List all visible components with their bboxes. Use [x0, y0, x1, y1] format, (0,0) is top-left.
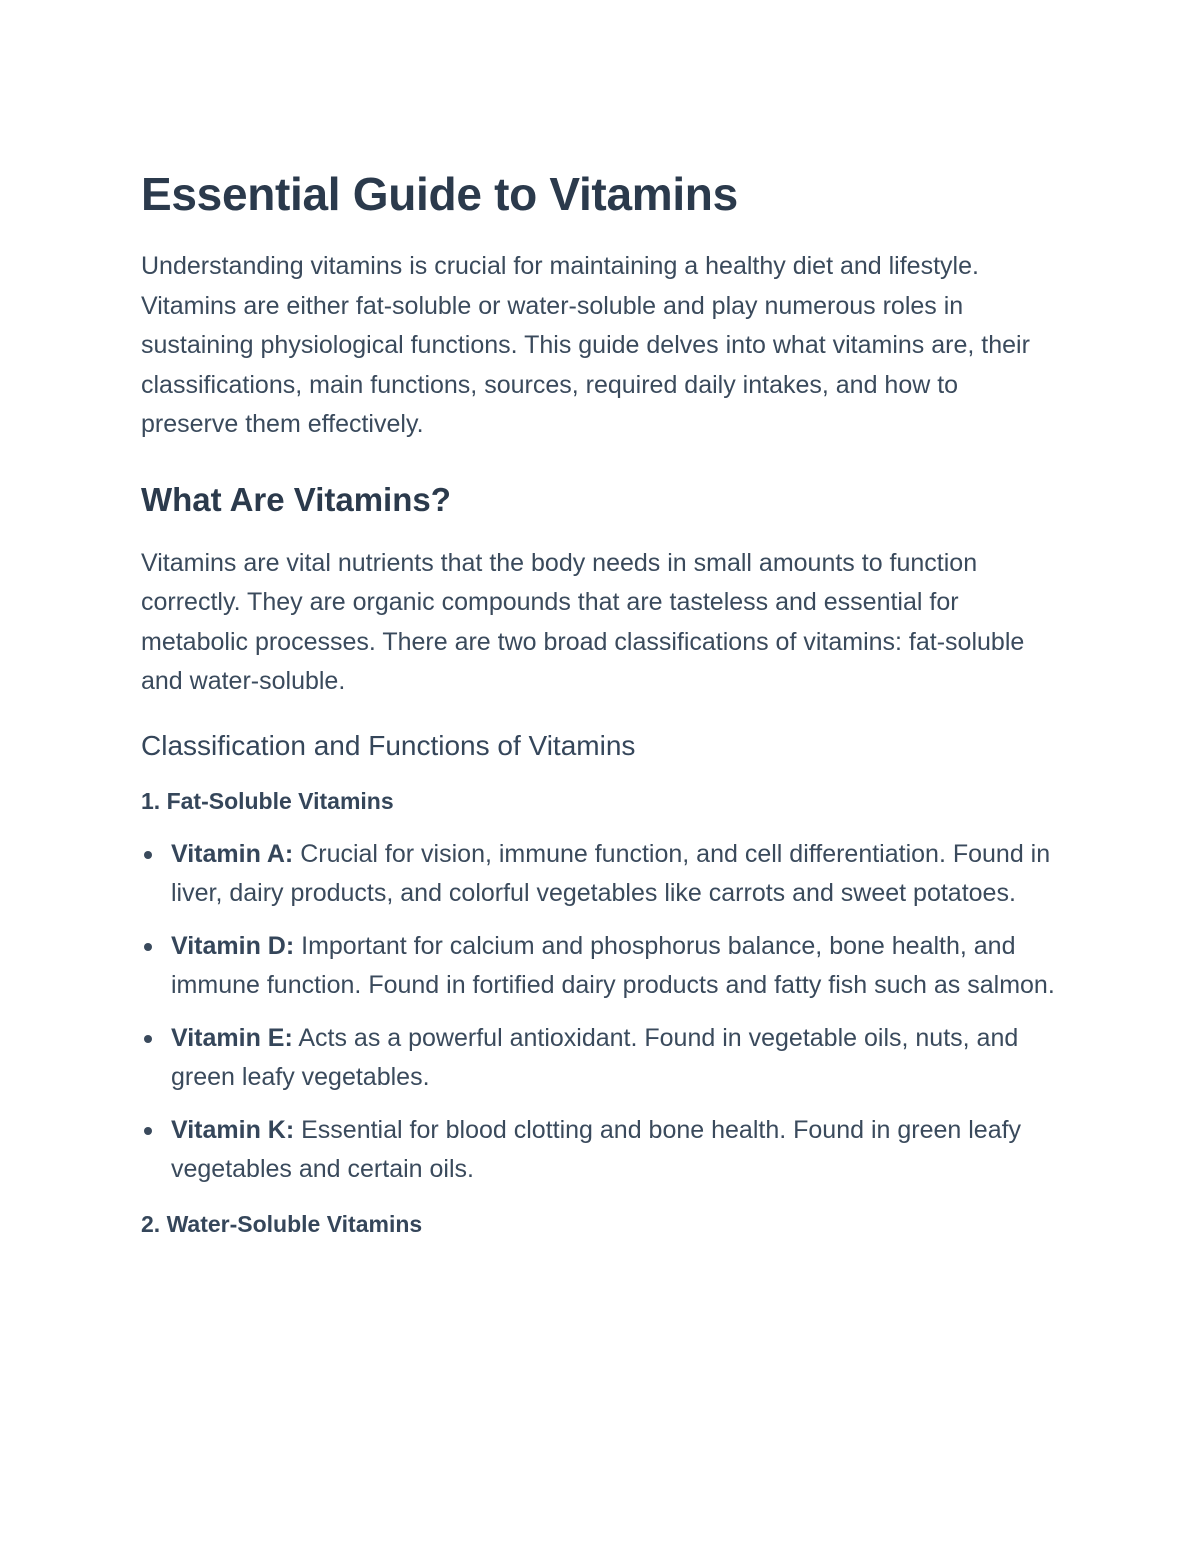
vitamin-description: Crucial for vision, immune function, and cell differentiation. Found in liver, dairy products, and colorful vegetables like carrots and sweet potatoes. [171, 839, 1051, 907]
list-item [141, 1111, 1061, 1190]
bullet-icon [144, 851, 152, 859]
bullet-icon [144, 943, 152, 951]
vitamin-term: Vitamin A: [171, 839, 294, 868]
document-page [141, 160, 1061, 1242]
vitamin-description: Essential for blood clotting and bone health. Found in green leafy vegetables and certain oils. [171, 1115, 1022, 1183]
water-soluble-heading: 2. Water-Soluble Vitamins [141, 1210, 423, 1237]
vitamin-term: Vitamin D: [171, 931, 295, 960]
what-are-vitamins-heading: What Are Vitamins? [141, 480, 451, 518]
fat-soluble-list [141, 835, 1061, 1190]
list-item [141, 835, 1061, 914]
list-item [141, 1019, 1061, 1098]
classification-heading: Classification and Functions of Vitamins [141, 729, 636, 761]
list-item [141, 927, 1061, 1006]
vitamin-term: Vitamin E: [171, 1023, 293, 1052]
bullet-icon [144, 1127, 152, 1135]
vitamin-description: Acts as a powerful antioxidant. Found in vegetable oils, nuts, and green leafy vegetables. [171, 1023, 1019, 1091]
vitamin-term: Vitamin K: [171, 1115, 295, 1144]
page-title: Essential Guide to Vitamins [141, 168, 738, 220]
fat-soluble-heading: 1. Fat-Soluble Vitamins [141, 787, 394, 814]
bullet-icon [144, 1035, 152, 1043]
vitamin-description: Important for calcium and phosphorus balance, bone health, and immune function. Found in fortified dairy products and fatty fish such as salmon. [171, 931, 1055, 999]
intro-paragraph: Understanding vitamins is crucial for maintaining a healthy diet and lifestyle. Vitamins are either fat-soluble or water-soluble and play numerous roles in sustaining physiological functions. This guide delves into what vitamins are, their classifications, main functions, sources, required daily intakes, and how to preserve them effectively. [141, 252, 1030, 438]
what-are-vitamins-paragraph: Vitamins are vital nutrients that the body needs in small amounts to function correctly. They are organic compounds that are tasteless and essential for metabolic processes. There are two broad classifications of vitamins: fat-soluble and water-soluble. [141, 548, 1025, 695]
